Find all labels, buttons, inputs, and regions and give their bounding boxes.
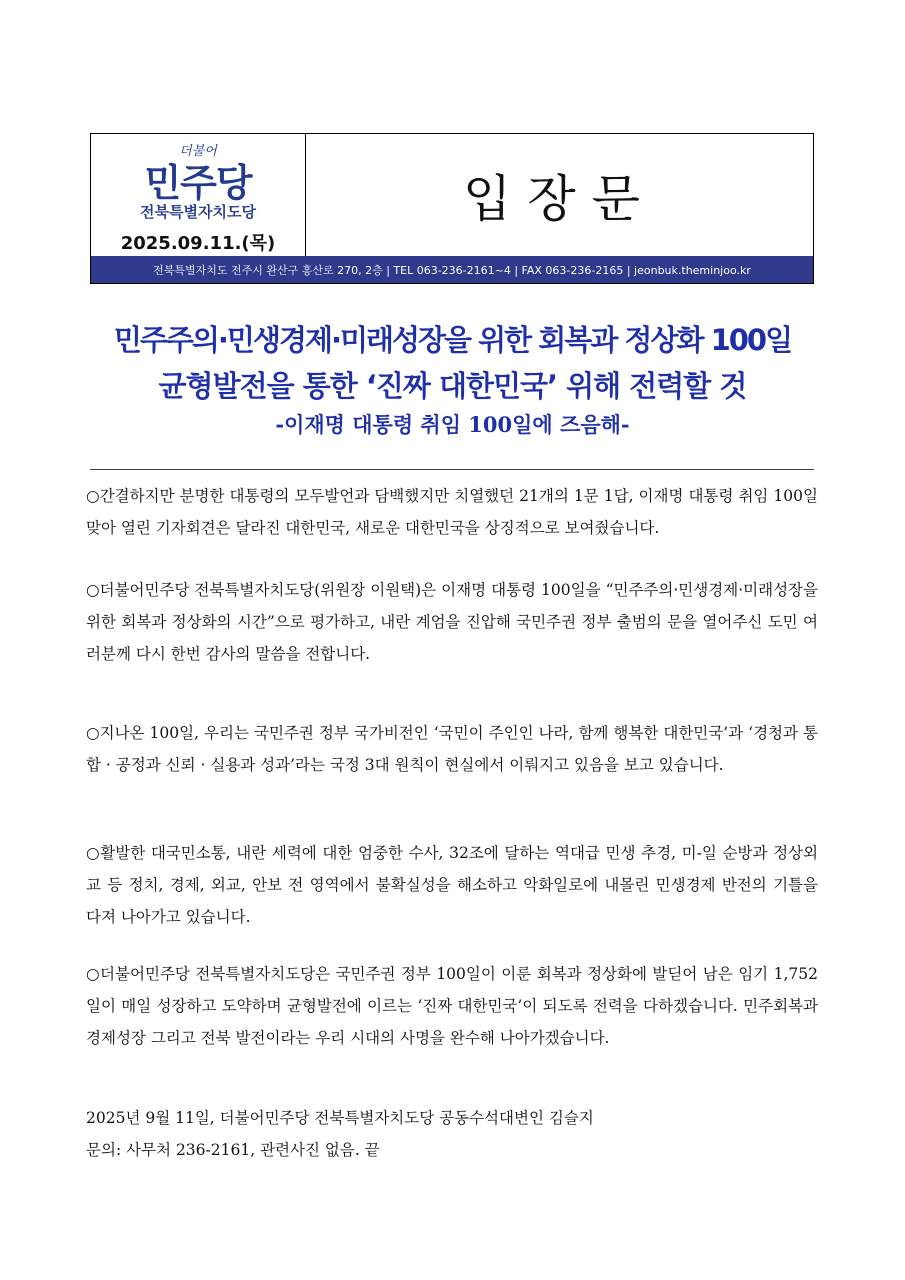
body-paragraph: ○더불어민주당 전북특별자치도당(위원장 이원택)은 이재명 대통령 100일을 “민주주의·민생경제·미래성장을 위한 회복과 정상화의 시간”으로 평가하고, 내란 계엄을 진압해 국민주권 정부 출범의 문을 열어주신 도민 여러분께 다시 한번 감사의 말씀을 전합니다. (86, 581, 818, 663)
logo-region-text: 전북특별자치도당 (140, 203, 256, 221)
body-paragraph: ○지나온 100일, 우리는 국민주권 정부 국가비전인 ‘국민이 주인인 나라, 함께 행복한 대한민국’과 ‘경청과 통합 · 공정과 신뢰 · 실용과 성과’라는 국정 3대 원칙이 현실에서 이뤄지고 있음을 보고 있습니다. (86, 724, 818, 774)
body-paragraph: ○활발한 대국민소통, 내란 세력에 대한 엄중한 수사, 32조에 달하는 역대급 민생 추경, 미-일 순방과 정상외교 등 정치, 경제, 외교, 안보 전 영역에서 불확실성을 해소하고 악화일로에 내몰린 민생경제 반전의 기틀을 다져 나아가고 있습니다. (86, 844, 818, 926)
logo-small-text: 더불어 (179, 144, 217, 159)
headline-line-2: 균형발전을 통한 ‘진짜 대한민국’ 위해 전력할 것 (158, 369, 747, 403)
document-type-title: 입장문 (463, 170, 656, 228)
body-paragraph: ○더불어민주당 전북특별자치도당은 국민주권 정부 100일이 이룬 회복과 정상화에 발딛어 남은 임기 1,752일이 매일 성장하고 도약하며 균형발전에 이르는 ‘진짜 대한민국’이 되도록 전력을 다하겠습니다. 민주회복과 경제성장 그리고 전북 발전이라는 우리 시대의 사명을 완수해 나아가겠습니다. (86, 965, 818, 1047)
headline-subtitle: -이재명 대통령 취임 100일에 즈음해- (275, 412, 630, 437)
press-header (90, 133, 814, 284)
divider (90, 469, 814, 470)
release-date: 2025.09.11.(목) (120, 233, 276, 254)
contact-bar: 전북특별자치도 전주시 완산구 홍산로 270, 2층 | TEL 063-236-2161~4 | FAX 063-236-2165 | jeonbuk.theminjoo.kr (91, 256, 813, 283)
headline-line-1: 민주주의·민생경제·미래성장을 위한 회복과 정상화 100일 (113, 323, 792, 357)
logo-main-text: 민주당 (144, 161, 252, 205)
body-paragraph: ○간결하지만 분명한 대통령의 모두발언과 담백했지만 치열했던 21개의 1문 1답, 이재명 대통령 취임 100일 맞아 열린 기자회견은 달라진 대한민국, 새로운 대한민국을 상징적으로 보여줬습니다. (86, 487, 818, 537)
signature-line: 2025년 9월 11일, 더불어민주당 전북특별자치도당 공동수석대변인 김슬지 (86, 1109, 594, 1127)
party-logo (91, 134, 306, 256)
inquiry-line: 문의: 사무처 236-2161, 관련사진 없음. 끝 (86, 1141, 380, 1159)
